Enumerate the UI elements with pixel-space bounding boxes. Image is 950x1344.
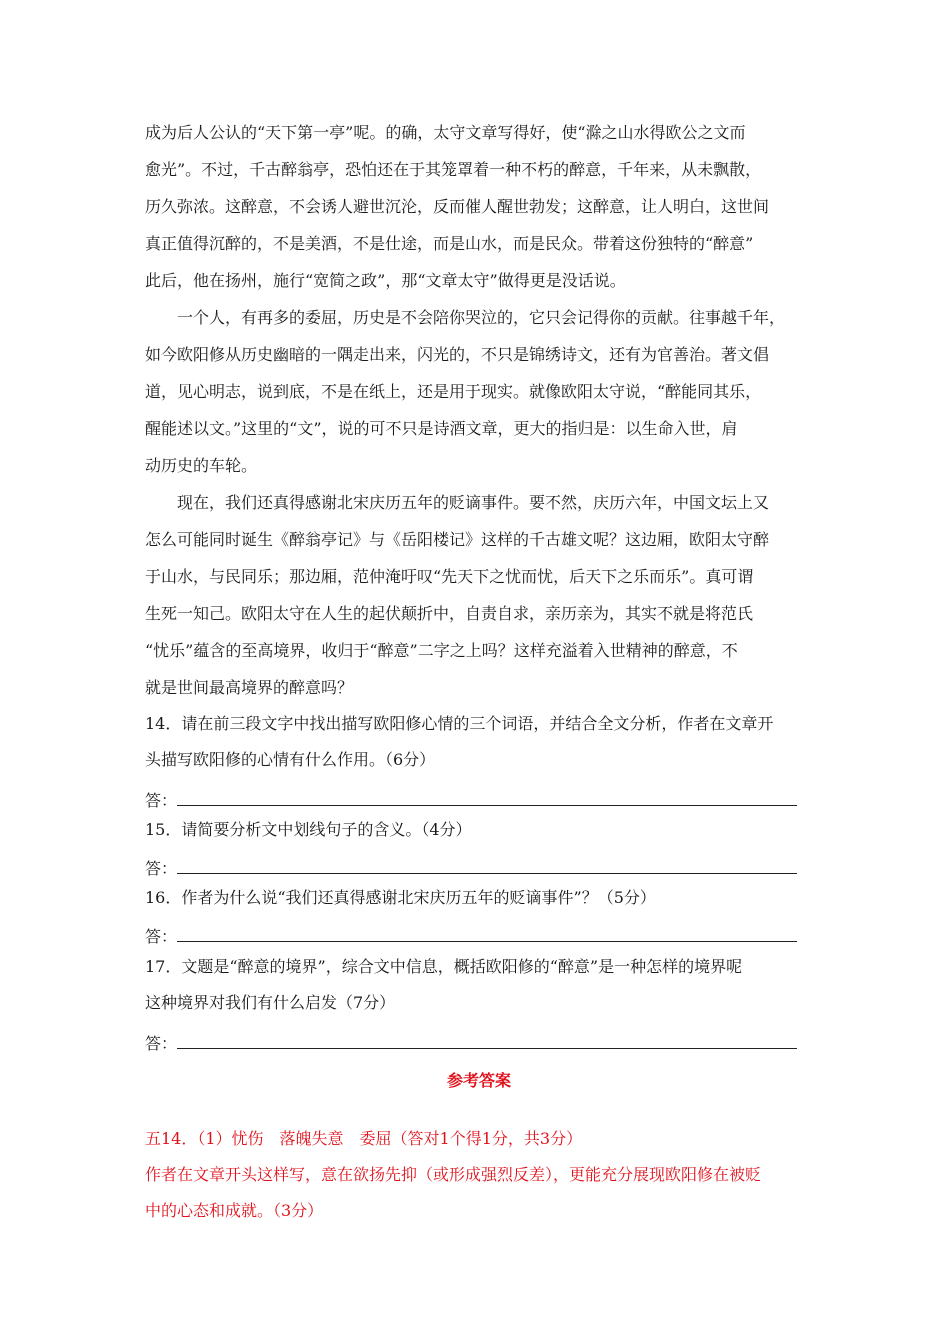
- question-14: [145, 706, 813, 811]
- text-line: 一个人，有再多的委屈，历史是不会陪你哭泣的，它只会记得你的贡献。往事越千年，: [177, 308, 786, 327]
- text-line: 真正值得沉醉的，不是美酒，不是仕途，而是山水，而是民众。带着这份独特的“醉意”: [145, 234, 754, 253]
- question-17: [145, 949, 813, 1054]
- answer-row: [145, 846, 813, 879]
- text-line: 成为后人公认的“天下第一亭”呢。的确，太守文章写得好，使“滁之山水得欧公之文而: [145, 123, 746, 142]
- text-line: 醒能述以文。”这里的“文”，说的可不只是诗酒文章，更大的指归是：以生命入世，肩: [145, 419, 738, 438]
- reference-line: 作者在文章开头这样写，意在欲扬先抑（或形成强烈反差），更能充分展现欧阳修在被贬: [145, 1165, 762, 1184]
- document-page: [145, 114, 813, 1229]
- text-line: 生死一知己。欧阳太守在人生的起伏颠折中，自责自求，亲历亲为，其实不就是将范氏: [145, 604, 754, 623]
- question-text: 这种境界对我们有什么启发（7分）: [145, 993, 396, 1012]
- answer-blank-line[interactable]: [177, 781, 797, 806]
- reference-line: 五14．（1）忧伤 落魄失意 委屈（答对1个得1分，共3分）: [145, 1129, 583, 1148]
- answer-blank-line[interactable]: [177, 849, 797, 874]
- answer-label: 答：: [145, 927, 178, 946]
- passage-paragraph-3: [145, 484, 813, 706]
- answer-row: [145, 1021, 813, 1054]
- text-line: 于山水，与民同乐；那边厢，范仲淹吁叹“先天下之忧而忧，后天下之乐而乐”。真可谓: [145, 567, 754, 586]
- reference-line: 中的心态和成就。（3分）: [145, 1201, 324, 1220]
- question-text: 15．请简要分析文中划线句子的含义。（4分）: [145, 820, 472, 839]
- question-16: [145, 881, 813, 947]
- text-line: 愈光”。不过，千古醉翁亭，恐怕还在于其笼罩着一种不朽的醉意，千年来，从未飘散，: [145, 160, 762, 179]
- text-line: 道，见心明志，说到底，不是在纸上，还是用于现实。就像欧阳太守说，“醉能同其乐，: [145, 382, 762, 401]
- question-text: 17．文题是“醉意的境界”，综合文中信息，概括欧阳修的“醉意”是一种怎样的境界呢: [145, 957, 743, 976]
- answer-label: 答：: [145, 791, 178, 810]
- text-line: 历久弥浓。这醉意，不会诱人避世沉沦，反而催人醒世勃发；这醉意，让人明白，这世间: [145, 197, 770, 216]
- text-line: 就是世间最高境界的醉意吗？: [145, 678, 354, 697]
- reference-answer-title: 参考答案: [446, 1071, 511, 1090]
- question-15: [145, 813, 813, 879]
- answer-label: 答：: [145, 859, 178, 878]
- answer-label: 答：: [145, 1034, 178, 1053]
- reference-answer-text: [145, 1121, 813, 1229]
- answer-row: [145, 778, 813, 811]
- text-line: 怎么可能同时诞生《醉翁亭记》与《岳阳楼记》这样的千古雄文呢？这边厢，欧阳太守醉: [145, 530, 770, 549]
- text-line: 如今欧阳修从历史幽暗的一隅走出来，闪光的，不只是锦绣诗文，还有为官善治。著文倡: [145, 345, 770, 364]
- text-line: “忧乐”蕴含的至高境界，收归于“醉意”二字之上吗？这样充溢着入世精神的醉意，不: [145, 641, 738, 660]
- passage-paragraph-2: [145, 299, 813, 484]
- question-text: 14．请在前三段文字中找出描写欧阳修心情的三个词语，并结合全文分析，作者在文章开: [145, 714, 774, 733]
- text-line: 现在，我们还真得感谢北宋庆历五年的贬谪事件。要不然，庆历六年，中国文坛上又: [177, 493, 770, 512]
- text-line: 动历史的车轮。: [145, 456, 258, 475]
- answer-blank-line[interactable]: [177, 1024, 797, 1049]
- answer-blank-line[interactable]: [177, 917, 797, 942]
- question-text: 头描写欧阳修的心情有什么作用。（6分）: [145, 750, 436, 769]
- answer-row: [145, 914, 813, 947]
- question-text: 16．作者为什么说“我们还真得感谢北宋庆历五年的贬谪事件”？（5分）: [145, 888, 656, 907]
- text-line: 此后，他在扬州，施行“宽简之政”，那“文章太守”做得更是没话说。: [145, 271, 626, 290]
- passage-paragraph-1: [145, 114, 813, 299]
